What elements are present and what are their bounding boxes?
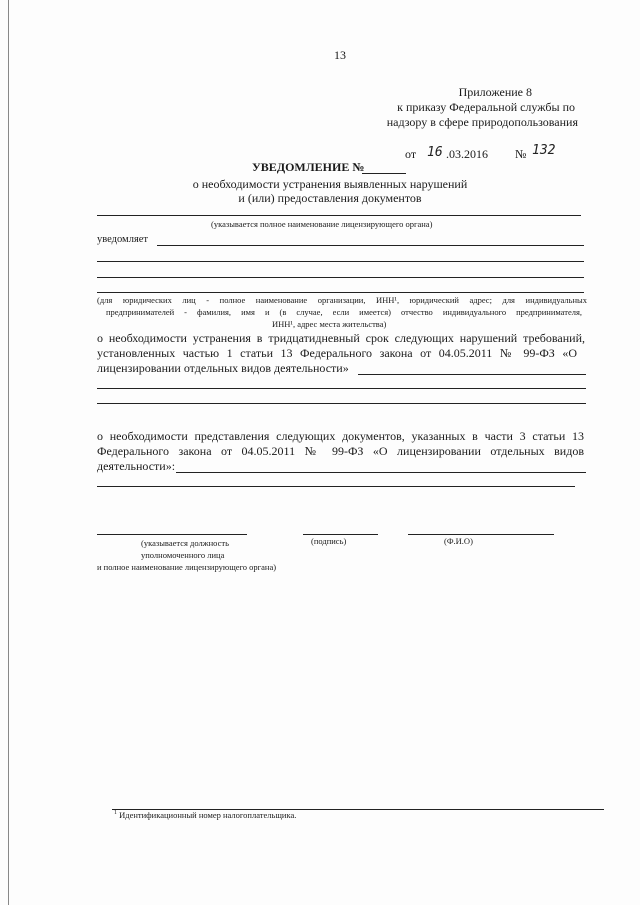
appendix-line3: надзору в сфере природопользования [386,115,578,129]
legal-hint3: ИНН¹, адрес места жительства) [272,319,387,329]
name-line [408,534,554,535]
notice-number-line [362,173,406,174]
legal-hint1 [97,295,587,305]
violations-line1 [97,331,585,346]
notice-subtitle2-text: и (или) предоставления документов [238,191,422,205]
page-number: 13 [334,48,346,62]
documents-line3-fill [176,472,586,473]
violations-line2 [97,346,577,361]
appendix-number-prefix: № [515,147,527,161]
appendix-date-day: 16 [427,145,443,160]
name-hint: (Ф.И.О) [444,536,473,546]
footnote [114,810,296,820]
position-hint3: и полное наименование лицензирующего органа) [97,562,277,572]
signature-hint: (подпись) [311,536,347,546]
position-hint1: (указывается должность [141,538,229,548]
violations-blank-1 [97,388,586,389]
appendix-number-value: 132 [532,143,556,158]
signature-line [303,534,378,535]
documents-line1 [97,429,584,444]
notifies-label: уведомляет [97,234,149,245]
notice-subtitle1-text: о необходимости устранения выявленных нарушений [192,177,468,191]
appendix-line2: к приказу Федеральной службы по [397,100,575,114]
documents-line2 [97,444,584,459]
appendix-date-prefix: от [405,147,417,161]
violations-line1-text: о необходимости устранения в тридцатидневный срок следующих нарушений требований, [97,331,585,345]
documents-line3: деятельности»: [97,459,176,473]
legal-hint1-text: (для юридических лиц - полное наименование организации, ИНН¹, юридический адрес; для индивидуальных [97,295,587,305]
notice-subtitle2 [0,191,640,206]
blank-line-3 [97,292,584,293]
position-line [97,534,247,535]
notice-subtitle1 [0,177,640,192]
documents-line1-text: о необходимости представления следующих документов, указанных в части 3 статьи 13 [97,429,584,443]
appendix-date-rest: .03.2016 [446,147,488,161]
violations-blank-2 [97,403,586,404]
legal-hint2-text: предпринимателей - фамилия, имя и (в случае, если имеется) отчество индивидуального предпринимателя, [106,307,582,317]
licensing-body-line [97,215,581,216]
appendix-line1: Приложение 8 [458,85,532,99]
position-hint2: уполномоченного лица [141,550,225,560]
violations-line3-fill [358,374,586,375]
notifies-line [157,245,584,246]
scan-edge-line [8,0,9,905]
footnote-text: Идентификационный номер налогоплательщика. [119,810,297,820]
blank-line-1 [97,261,584,262]
documents-line2-text: Федерального закона от 04.05.2011 № 99-ФЗ «О лицензировании отдельных видов [97,444,584,458]
legal-hint2 [106,307,582,317]
notice-title: УВЕДОМЛЕНИЕ № [252,160,365,174]
violations-line2-text: установленных частью 1 статьи 13 Федерального закона от 04.05.2011 № 99-ФЗ «О [97,346,577,360]
footnote-marker: 1 [114,810,117,817]
blank-line-2 [97,277,584,278]
documents-blank-1 [97,486,575,487]
licensing-body-hint: (указывается полное наименование лицензирующего органа) [211,219,433,229]
violations-line3: лицензировании отдельных видов деятельности» [97,361,349,375]
